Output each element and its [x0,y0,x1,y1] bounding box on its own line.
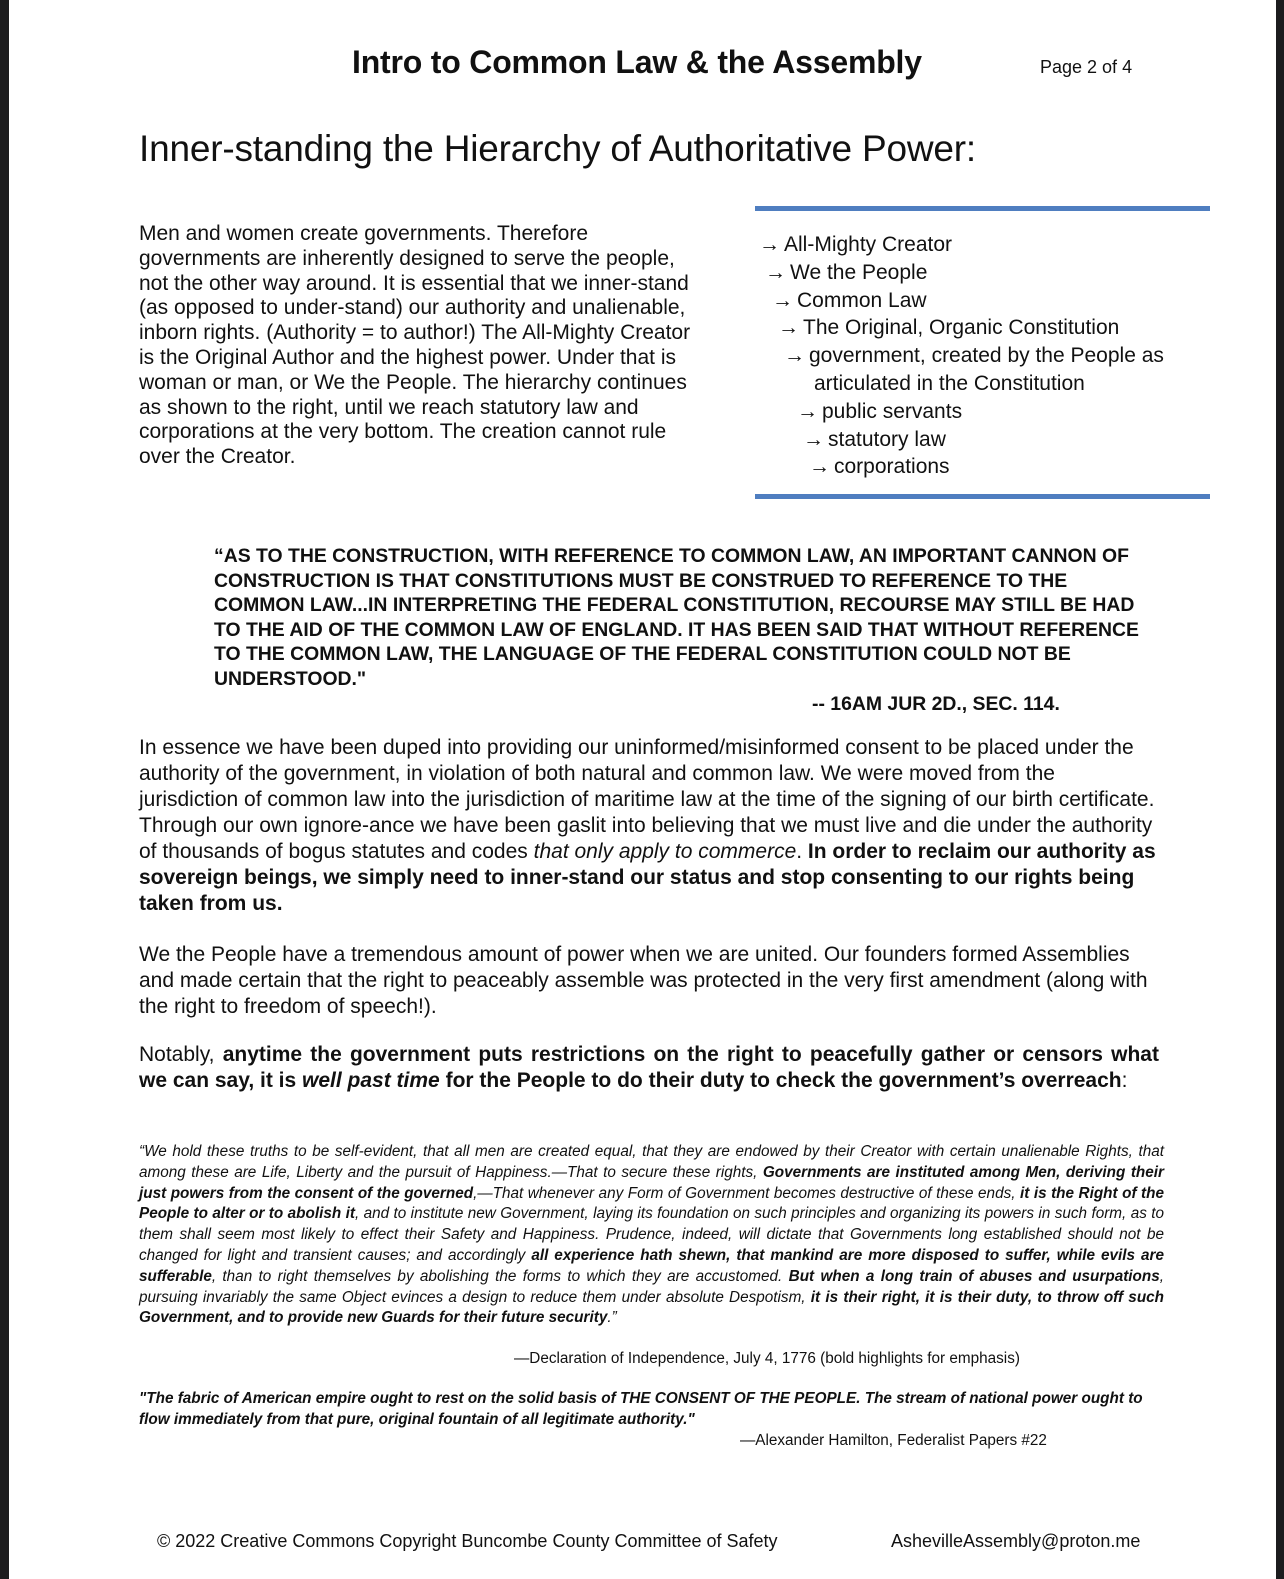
hierarchy-list [759,231,1164,481]
notably-paragraph: Notably, anytime the government puts restrictions on the right to peacefully gather or censors what we can say, it is well past time for the People to do their duty to check the government’s overreach: [139,1043,1159,1092]
hierarchy-bottom-rule [755,494,1210,499]
hierarchy-item: → Common Law [772,288,927,312]
legal-quote-citation: -- 16AM JUR 2D., SEC. 114. [812,693,1060,715]
footer-copyright: © 2022 Creative Commons Copyright Buncombe County Committee of Safety [157,1531,778,1551]
right-arrow-icon: → [778,316,799,340]
right-arrow-icon: → [803,427,824,451]
assembly-paragraph: We the People have a tremendous amount of power when we are united. Our founders formed Assemblies and made certain that the right to peaceably assemble was protected in the very first amendment (along with the right to freedom of speech!). [139,943,1148,1018]
page-indicator: Page 2 of 4 [1040,57,1133,77]
hierarchy-top-rule [755,206,1210,211]
declaration-quote: “We hold these truths to be self-evident, that all men are created equal, that they are endowed by their Creator with certain unalienable Rights, that among these are Life, Liberty and the pursuit of Happiness.—That to secure these rights, Governments are instituted among Men, deriving their just powers from the consent of the governed,—That whenever any Form of Government becomes destructive of these ends, it is the Right of the People to alter or to abolish it, and to institute new Government, laying its foundation on such principles and organizing its powers in such form, as to them shall seem most likely to effect their Safety and Happiness. Prudence, indeed, will dictate that Governments long established should not be changed for light and transient causes; and accordingly all experience hath shewn, that mankind are more disposed to suffer, while evils are sufferable, than to right themselves by abolishing the forms to which they are accustomed. But when a long train of abuses and usurpations, pursuing invariably the same Object evinces a design to reduce them under absolute Despotism, it is their right, it is their duty, to throw off such Government, and to provide new Guards for their future security.” [139,1143,1165,1327]
hamilton-citation: —Alexander Hamilton, Federalist Papers #22 [740,1432,1047,1449]
hierarchy-item: → corporations [809,455,950,479]
hierarchy-item: → public servants [797,399,963,423]
right-arrow-icon: → [809,455,830,479]
hierarchy-item: → The Original, Organic Constitution [778,316,1120,340]
hierarchy-item: → statutory law [803,427,946,451]
essence-paragraph: In essence we have been duped into providing our uninformed/misinformed consent to be placed under the authority of the government, in violation of both natural and common law. We were moved from the jurisdiction of common law into the jurisdiction of maritime law at the time of the signing of our birth certificate. Through our own ignore-ance we have been gaslit into believing that we must live and die under the authority of thousands of bogus statutes and codes that only apply to commerce. In order to reclaim our authority as sovereign beings, we simply need to inner-stand our status and stop consenting to our rights being taken from us. [139,736,1156,915]
right-arrow-icon: → [784,344,805,368]
right-arrow-icon: → [797,399,818,423]
declaration-citation: —Declaration of Independence, July 4, 1776 (bold highlights for emphasis) [514,1350,1020,1367]
document-page [9,0,1276,1579]
section-heading: Inner-standing the Hierarchy of Authoritative Power: [139,128,976,169]
hierarchy-item: → We the People [765,260,928,284]
right-arrow-icon: → [765,260,786,284]
footer-email[interactable]: AshevilleAssembly@proton.me [891,1531,1141,1551]
document-title: Intro to Common Law & the Assembly [352,44,922,80]
right-arrow-icon: → [759,233,780,256]
legal-quote: “AS TO THE CONSTRUCTION, WITH REFERENCE TO COMMON LAW, AN IMPORTANT CANNON OF CONSTRUCTION IS THAT CONSTITUTIONS MUST BE CONSTRUED TO REFERENCE TO THE COMMON LAW...IN INTERPRETING THE FEDERAL CONSTITUTION, RECOURSE MAY STILL BE HAD TO THE AID OF THE COMMON LAW OF ENGLAND. IT HAS BEEN SAID THAT WITHOUT REFERENCE TO THE COMMON LAW, THE LANGUAGE OF THE FEDERAL CONSTITUTION COULD NOT BE UNDERSTOOD." [214,545,1139,690]
hierarchy-item: → government, created by the People as [784,344,1164,368]
hierarchy-box [755,206,1210,499]
hierarchy-item: → All-Mighty Creator [759,233,953,256]
intro-paragraph: Men and women create governments. Therefore governments are inherently designed to serve the people, not the other way around. It is essential that we inner-stand (as opposed to under-stand) our authority and unalienable, inborn rights. (Authority = to author!) The All-Mighty Creator is the Original Author and the highest power. Under that is woman or man, or We the People. The hierarchy continues as shown to the right, until we reach statutory law and corporations at the very bottom. The creation cannot rule over the Creator. [139,222,691,469]
right-arrow-icon: → [772,288,793,312]
hierarchy-item-continuation: articulated in the Constitution [814,371,1085,395]
hamilton-quote: "The fabric of American empire ought to rest on the solid basis of THE CONSENT OF THE PEOPLE. The stream of national power ought to flow immediately from that pure, original fountain of all legitimate authority." [139,1390,1143,1428]
